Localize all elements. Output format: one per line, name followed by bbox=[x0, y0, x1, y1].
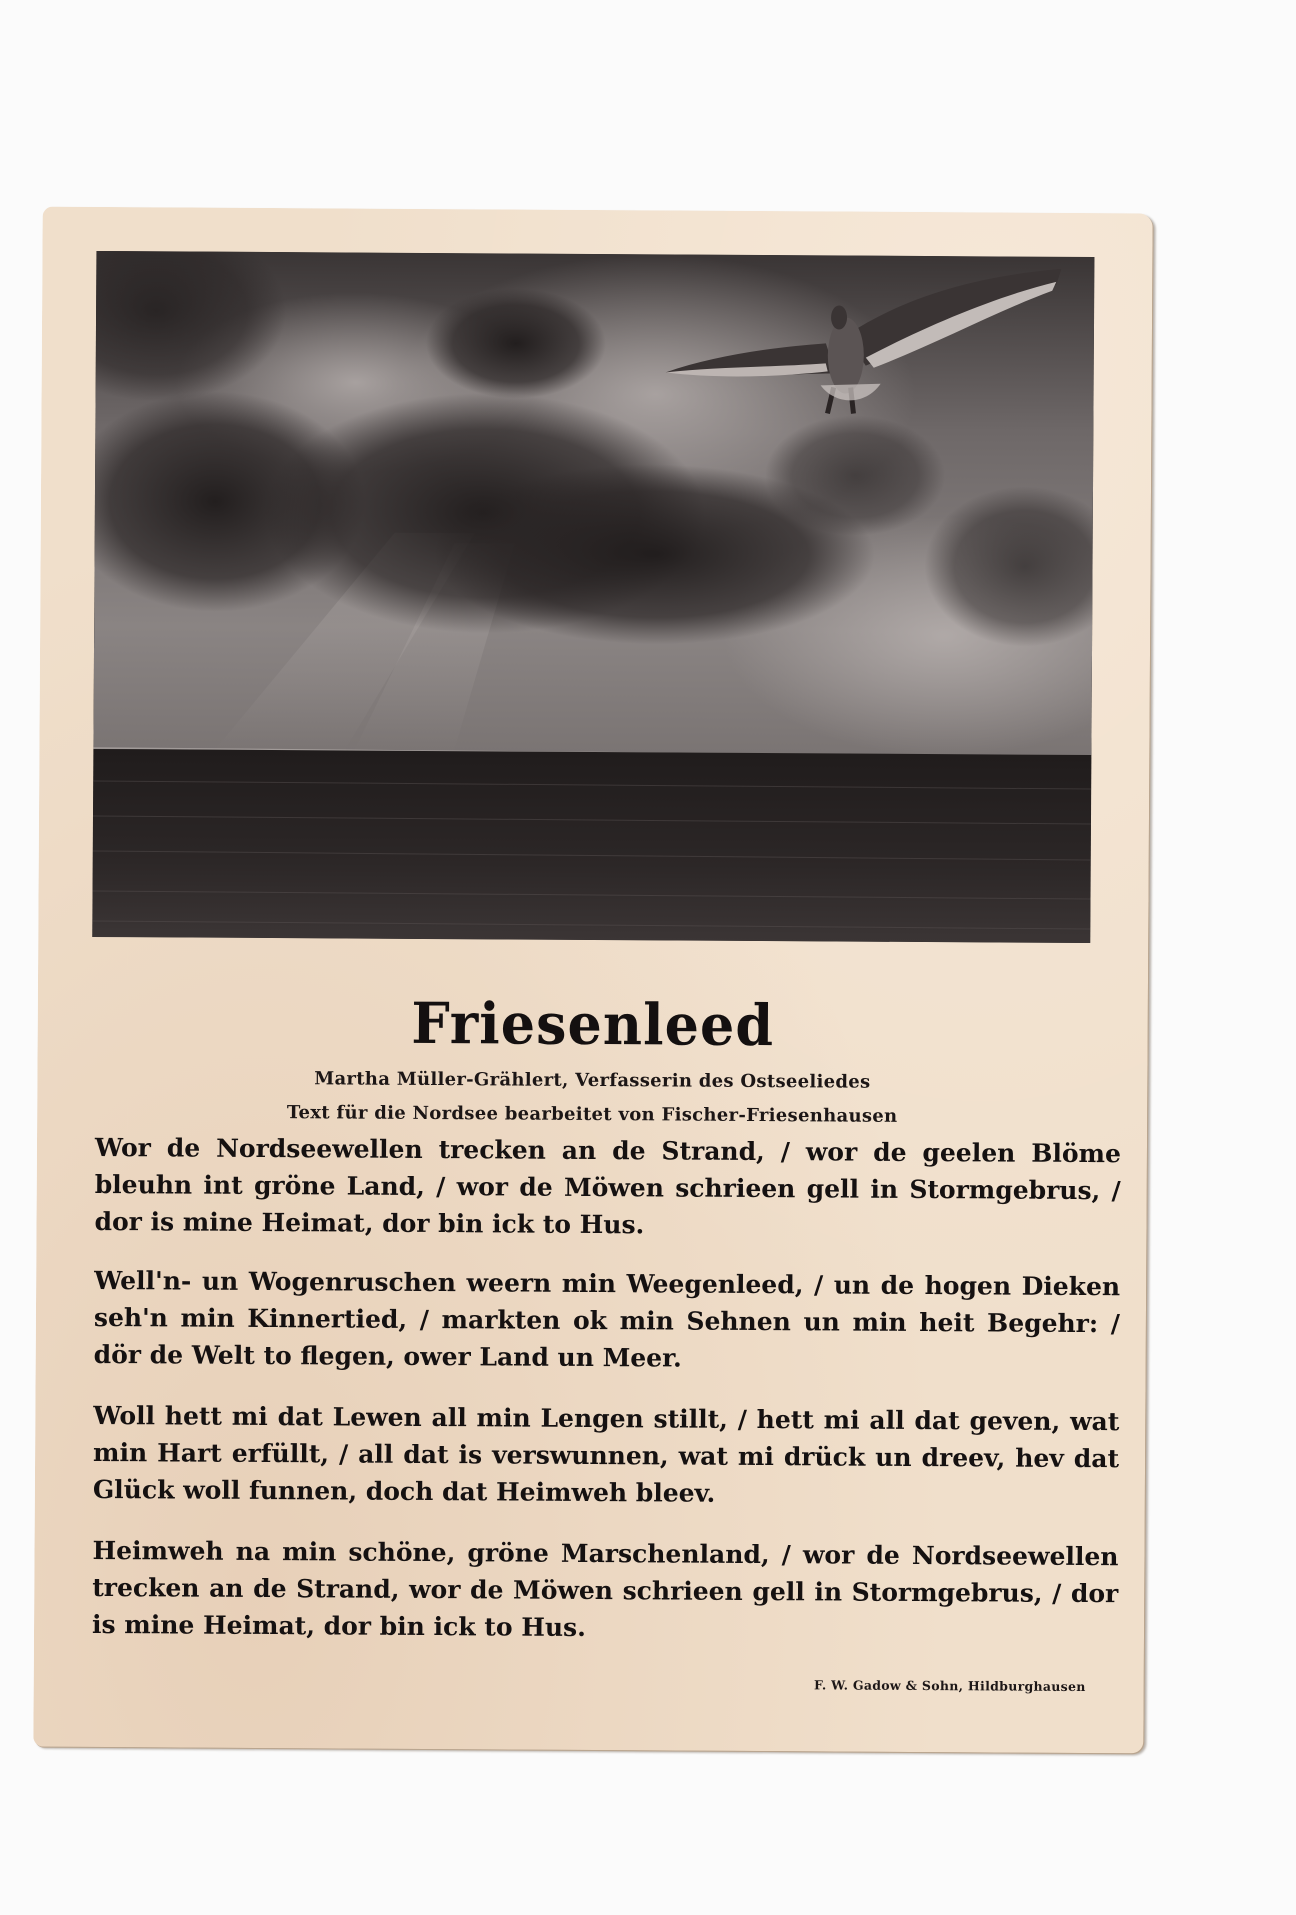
publisher-imprint: F. W. Gadow & Sohn, Hildburghausen bbox=[813, 1677, 1086, 1695]
verse-3: Woll hett mi dat Lewen all min Lengen stillt, / hett mi all dat geven, wat min Hart erfüllt, / all dat is verswunnen, wat mi drück un dreev, hev dat Glück woll funnen, doch dat Heimweh bleev. bbox=[92, 1400, 1120, 1508]
verse-2: Well'n- un Wogenruschen weern min Weegenleed, / un de hogen Dieken seh'n min Kinnertied, / markten ok min Sehnen un min heit Begehr: / dör de Welt to flegen, ower Land un Meer. bbox=[93, 1265, 1121, 1373]
sea bbox=[92, 749, 1091, 943]
postcard bbox=[33, 207, 1152, 1754]
photo-illustration bbox=[92, 251, 1094, 943]
verse-1: Wor de Nordseewellen trecken an de Strand, / wor de geelen Blöme bleuhn int gröne Land, / wor de Möwen schrieen gell in Stormgebrus, / dor is mine Heimat, dor bin ick to Hus. bbox=[94, 1132, 1122, 1240]
author-credit: Martha Müller-Grählert, Verfasserin des Ostseeliedes bbox=[314, 1068, 871, 1093]
song-title: Friesenleed bbox=[411, 989, 775, 1059]
verse-4: Heimweh na min schöne, gröne Marschenland, / wor de Nordseewellen trecken an de Strand, wor de Möwen schrieen gell in Stormgebrus, / dor is mine Heimat, dor bin ick to Hus. bbox=[91, 1535, 1119, 1642]
adaptation-credit: Text für die Nordsee bearbeitet von Fischer-Friesenhausen bbox=[286, 1102, 898, 1127]
seagull-over-sea-photo bbox=[92, 251, 1094, 943]
